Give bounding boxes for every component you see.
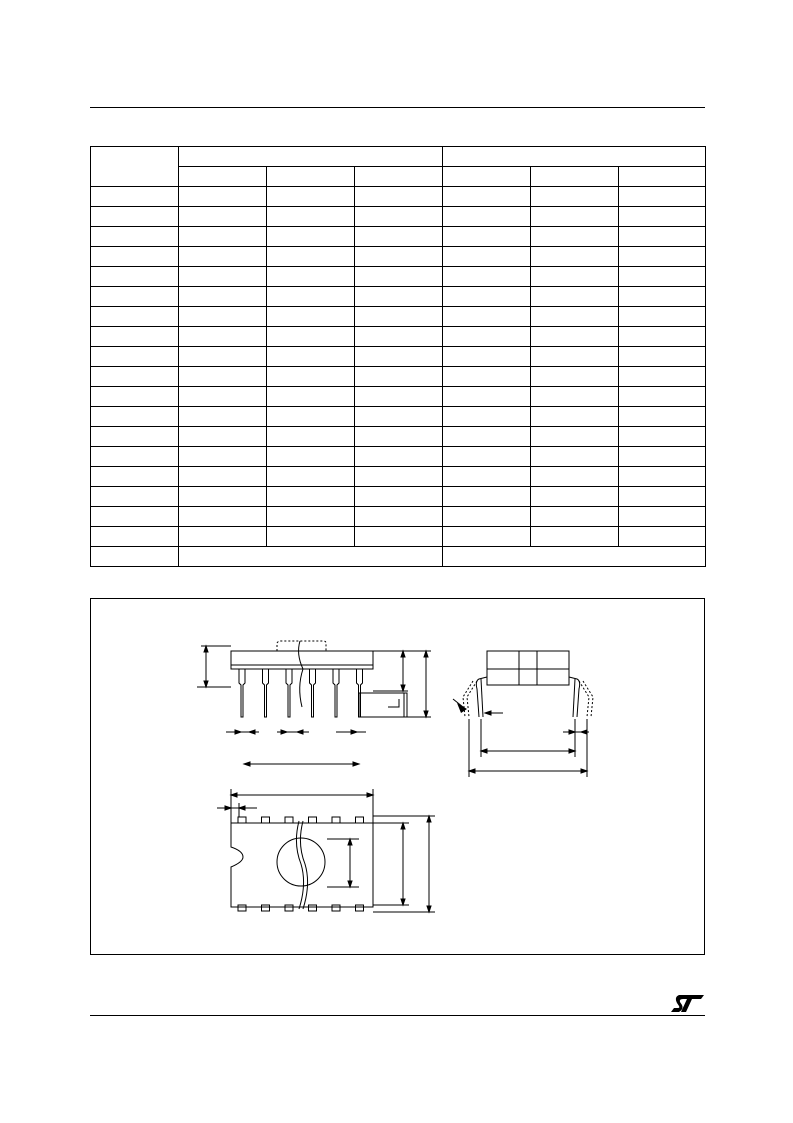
table-row: [91, 487, 706, 507]
table-cell: [443, 547, 706, 567]
table-cell: [355, 487, 443, 507]
table-cell: [355, 307, 443, 327]
table-cell: [91, 267, 179, 287]
table-cell: [179, 247, 267, 267]
side-pin: [333, 669, 339, 717]
table-cell: [179, 267, 267, 287]
table-row: [91, 447, 706, 467]
subheader-cell: [619, 167, 706, 187]
top-pin: [356, 817, 364, 823]
table-subheader-row: [91, 167, 706, 187]
table-cell: [355, 327, 443, 347]
table-row: [91, 407, 706, 427]
table-cell: [91, 507, 179, 527]
table-cell: [531, 347, 619, 367]
table-cell: [91, 207, 179, 227]
table-cell: [91, 247, 179, 267]
table-cell: [91, 187, 179, 207]
table-cell: [443, 447, 531, 467]
table-cell: [619, 407, 706, 427]
table-row: [91, 367, 706, 387]
top-pin: [332, 905, 340, 911]
table-cell: [179, 307, 267, 327]
table-cell: [355, 287, 443, 307]
table-cell: [443, 487, 531, 507]
table-cell: [443, 507, 531, 527]
table-row: [91, 507, 706, 527]
table-cell: [91, 327, 179, 347]
table-cell: [355, 247, 443, 267]
header-cell-group-1: [179, 147, 443, 167]
table-cell: [355, 387, 443, 407]
table-cell: [443, 187, 531, 207]
table-cell: [179, 187, 267, 207]
table-cell: [531, 327, 619, 347]
table-cell: [179, 367, 267, 387]
table-cell: [91, 447, 179, 467]
table-cell: [531, 467, 619, 487]
table-cell: [179, 287, 267, 307]
table-cell: [267, 247, 355, 267]
package-outline-drawing: [90, 598, 705, 955]
top-pin: [262, 905, 270, 911]
table-cell: [179, 427, 267, 447]
side-pin: [239, 669, 245, 717]
table-cell: [267, 267, 355, 287]
subheader-cell: [443, 167, 531, 187]
table-cell: [267, 367, 355, 387]
table-cell: [619, 187, 706, 207]
table-cell: [619, 307, 706, 327]
table-cell: [91, 487, 179, 507]
table-cell: [619, 267, 706, 287]
table-cell: [179, 387, 267, 407]
table-cell: [267, 207, 355, 227]
side-pin: [286, 669, 292, 717]
table-cell: [91, 387, 179, 407]
table-cell: [443, 367, 531, 387]
table-cell: [267, 427, 355, 447]
table-cell: [443, 307, 531, 327]
table-cell: [531, 447, 619, 467]
table-cell: [267, 507, 355, 527]
table-cell: [619, 207, 706, 227]
table-cell: [267, 327, 355, 347]
table-cell: [531, 507, 619, 527]
top-pin: [332, 817, 340, 823]
table-cell: [91, 347, 179, 367]
header-cell-group-2: [443, 147, 706, 167]
table-cell: [531, 207, 619, 227]
table-row: [91, 347, 706, 367]
table-row: [91, 467, 706, 487]
table-cell: [619, 487, 706, 507]
table-cell: [267, 187, 355, 207]
table-cell: [91, 367, 179, 387]
subheader-cell: [179, 167, 267, 187]
table-cell: [355, 347, 443, 367]
table-cell: [179, 227, 267, 247]
table-row: [91, 327, 706, 347]
top-pin: [309, 905, 317, 911]
table-cell: [531, 307, 619, 327]
subheader-cell: [531, 167, 619, 187]
table-cell: [531, 527, 619, 547]
table-row: [91, 267, 706, 287]
side-pin: [310, 669, 316, 717]
table-cell: [619, 527, 706, 547]
table-cell: [619, 327, 706, 347]
table-cell: [91, 467, 179, 487]
table-cell: [355, 267, 443, 287]
table-cell: [179, 547, 443, 567]
table-cell: [91, 407, 179, 427]
top-view-body: [231, 823, 373, 907]
table-cell: [531, 387, 619, 407]
table-cell: [179, 527, 267, 547]
end-view-body: [487, 651, 569, 685]
table-cell: [179, 347, 267, 367]
table-cell: [443, 347, 531, 367]
table-cell: [91, 427, 179, 447]
table-cell: [267, 487, 355, 507]
top-view: [217, 789, 435, 912]
table-row: [91, 187, 706, 207]
table-cell: [443, 467, 531, 487]
top-pin: [238, 905, 246, 911]
table-cell: [443, 247, 531, 267]
top-pin: [285, 817, 293, 823]
table-cell: [531, 187, 619, 207]
top-pin: [238, 817, 246, 823]
table-cell: [531, 427, 619, 447]
table-cell: [443, 527, 531, 547]
table-row: [91, 207, 706, 227]
side-pin: [263, 669, 269, 717]
table-cell: [355, 407, 443, 427]
top-pin: [285, 905, 293, 911]
top-pin: [356, 905, 364, 911]
table-cell: [619, 467, 706, 487]
end-view: [453, 651, 593, 777]
table-cell: [443, 227, 531, 247]
table-cell: [443, 207, 531, 227]
table-cell: [355, 427, 443, 447]
table-cell: [531, 287, 619, 307]
table-cell: [267, 287, 355, 307]
subheader-cell: [355, 167, 443, 187]
side-view: [197, 641, 431, 766]
table-cell: [355, 507, 443, 527]
table-cell: [91, 547, 179, 567]
table-cell: [179, 327, 267, 347]
table-cell: [267, 387, 355, 407]
table-cell: [531, 247, 619, 267]
table-cell: [619, 447, 706, 467]
header-cell-dim: [91, 147, 179, 187]
table-cell: [179, 447, 267, 467]
table-cell: [443, 327, 531, 347]
table-row: [91, 527, 706, 547]
table-cell: [619, 507, 706, 527]
table-cell: [619, 347, 706, 367]
table-row: [91, 287, 706, 307]
table-cell: [267, 307, 355, 327]
table-cell: [355, 447, 443, 467]
table-row: [91, 387, 706, 407]
table-cell: [179, 407, 267, 427]
table-cell: [443, 407, 531, 427]
table-cell: [355, 207, 443, 227]
table-cell: [531, 227, 619, 247]
table-cell: [267, 347, 355, 367]
st-logo-icon: [670, 993, 706, 1013]
table-cell: [267, 467, 355, 487]
table-row: [91, 547, 706, 567]
table-cell: [267, 407, 355, 427]
package-mechanical-drawing: [91, 599, 704, 954]
footer-rule: [90, 1015, 705, 1016]
table-cell: [531, 267, 619, 287]
table-cell: [619, 427, 706, 447]
table-cell: [619, 387, 706, 407]
table-cell: [91, 227, 179, 247]
table-header-row: [91, 147, 706, 167]
table-row: [91, 427, 706, 447]
top-pin: [309, 817, 317, 823]
table-row: [91, 307, 706, 327]
table-cell: [531, 407, 619, 427]
table-cell: [531, 487, 619, 507]
table-cell: [355, 367, 443, 387]
table-cell: [619, 227, 706, 247]
table-cell: [443, 287, 531, 307]
table-cell: [443, 267, 531, 287]
table-cell: [91, 527, 179, 547]
table-cell: [179, 507, 267, 527]
table-cell: [267, 447, 355, 467]
table-cell: [619, 287, 706, 307]
dimensions-table: [90, 146, 706, 567]
table-cell: [619, 247, 706, 267]
subheader-cell: [267, 167, 355, 187]
table-cell: [355, 227, 443, 247]
table-cell: [355, 467, 443, 487]
table-row: [91, 247, 706, 267]
table-cell: [179, 467, 267, 487]
table-cell: [179, 207, 267, 227]
seating-plane-box: [359, 693, 407, 717]
table-cell: [443, 387, 531, 407]
table-cell: [267, 227, 355, 247]
table-cell: [355, 187, 443, 207]
table-cell: [619, 367, 706, 387]
table-cell: [91, 307, 179, 327]
table-row: [91, 227, 706, 247]
header-rule: [90, 107, 705, 108]
table-cell: [531, 367, 619, 387]
table-cell: [91, 287, 179, 307]
top-pin: [262, 817, 270, 823]
table-cell: [355, 527, 443, 547]
table-cell: [267, 527, 355, 547]
table-cell: [443, 427, 531, 447]
table-cell: [179, 487, 267, 507]
